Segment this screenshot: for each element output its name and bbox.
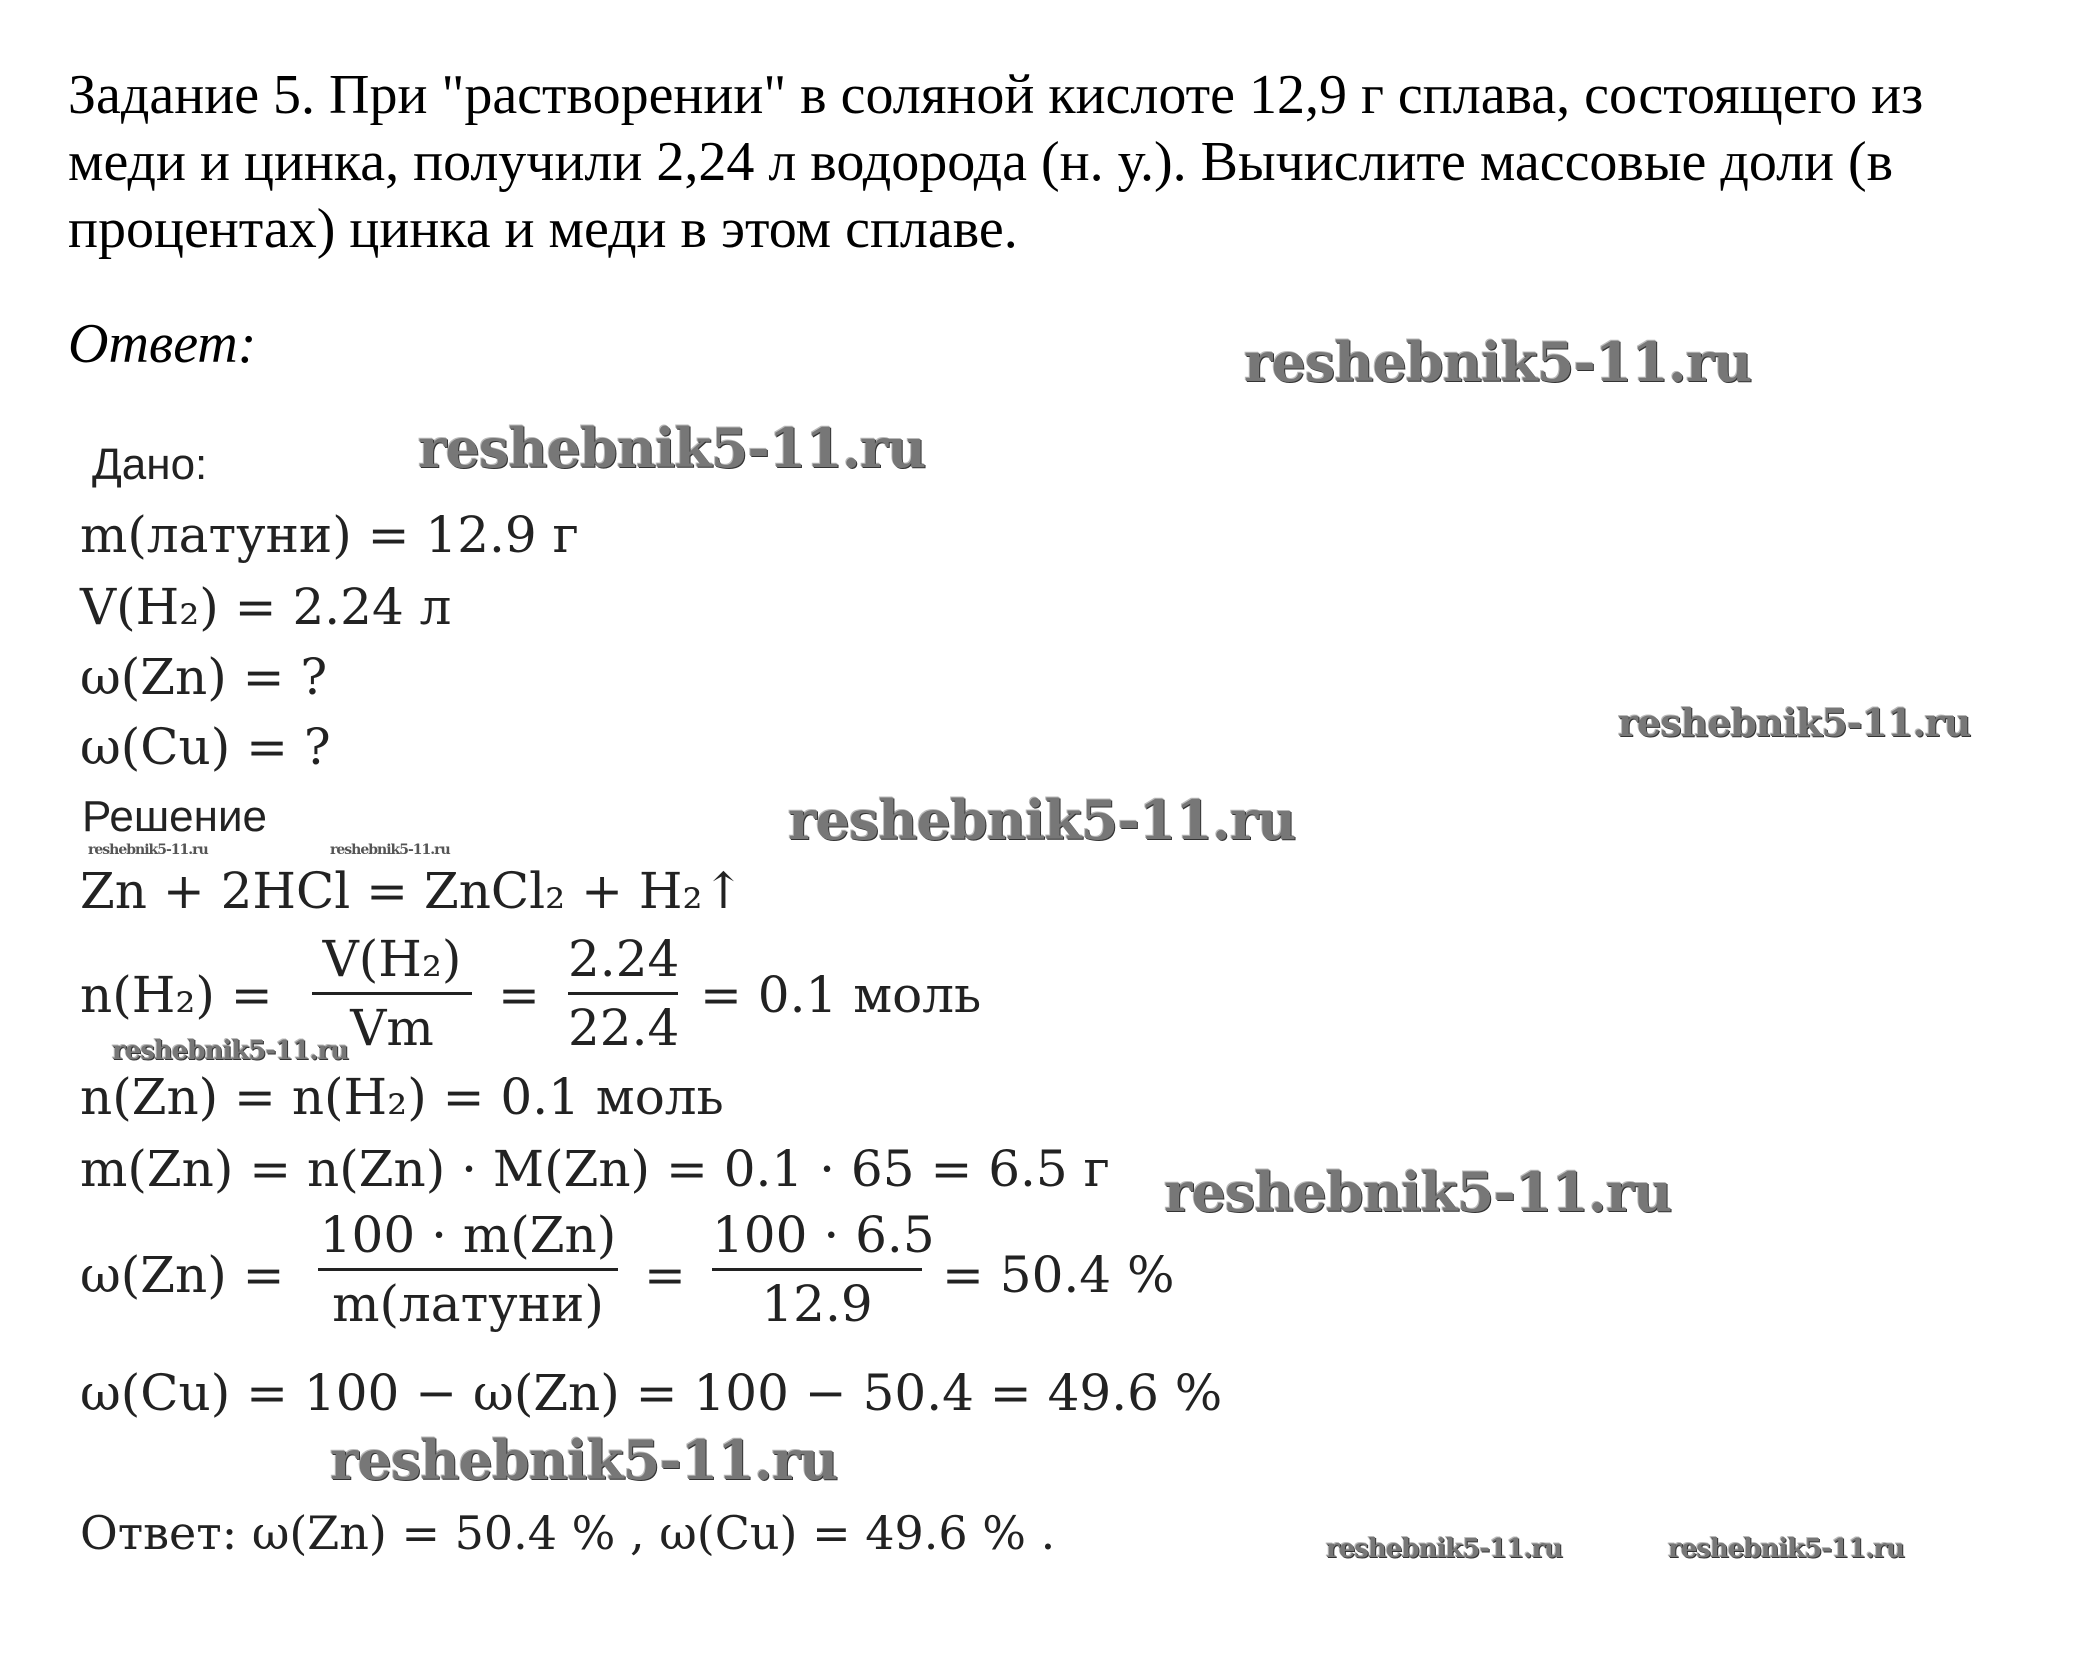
w-zn-numerator-1: 100 · m(Zn) <box>319 1206 617 1264</box>
w-zn-fraction-1 <box>318 1206 618 1333</box>
w-zn-equals: = <box>644 1246 686 1304</box>
solution-label: Решение <box>82 792 268 841</box>
w-cu-line: ω(Cu) = 100 − ω(Zn) = 100 − 50.4 = 49.6 % <box>80 1364 1223 1422</box>
watermark: reshebnik5-11.ru <box>330 1428 838 1492</box>
n-h2-denominator-1: Vm <box>350 999 434 1057</box>
w-zn-numerator-2: 100 · 6.5 <box>712 1206 935 1264</box>
fraction-bar <box>568 992 678 995</box>
given-fraction-zn: ω(Zn) = ? <box>80 648 328 706</box>
watermark: reshebnik5-11.ru <box>1668 1534 1905 1564</box>
watermark: reshebnik5-11.ru <box>330 842 450 858</box>
watermark: reshebnik5-11.ru <box>1164 1160 1672 1224</box>
given-mass-brass: m(латуни) = 12.9 г <box>80 506 579 564</box>
watermark: reshebnik5-11.ru <box>788 788 1296 852</box>
fraction-bar <box>712 1268 922 1271</box>
w-zn-fraction-2 <box>712 1206 935 1333</box>
watermark: reshebnik5-11.ru <box>418 416 926 480</box>
given-label: Дано: <box>92 440 208 489</box>
reaction-equation: Zn + 2HCl = ZnCl₂ + H₂↑ <box>80 862 745 920</box>
watermark: reshebnik5-11.ru <box>88 842 208 858</box>
watermark: reshebnik5-11.ru <box>1244 330 1752 394</box>
n-h2-fraction-2 <box>568 930 678 1057</box>
given-volume-h2: V(H₂) = 2.24 л <box>80 578 452 636</box>
n-h2-lhs: n(H₂) = <box>80 966 273 1024</box>
fraction-bar <box>312 992 472 995</box>
answer-heading: Ответ: <box>68 313 257 375</box>
w-zn-lhs: ω(Zn) = <box>80 1246 285 1304</box>
watermark: reshebnik5-11.ru <box>1326 1534 1563 1564</box>
n-zn-line: n(Zn) = n(H₂) = 0.1 моль <box>80 1068 724 1126</box>
n-h2-denominator-2: 22.4 <box>568 999 680 1057</box>
n-h2-numerator-1: V(H₂) <box>322 930 462 988</box>
n-h2-result: = 0.1 моль <box>700 966 982 1024</box>
w-zn-denominator-2: 12.9 <box>761 1275 873 1333</box>
fraction-bar <box>318 1268 618 1271</box>
task-statement: Задание 5. При "растворении" в соляной кислоте 12,9 г сплава, состоящего из меди и цинка, получили 2,24 л водорода (н. у.). Вычислите массовые доли (в процентах) цинка и меди в этом сплаве. <box>68 64 1924 260</box>
w-zn-denominator-1: m(латуни) <box>332 1275 604 1333</box>
n-h2-equals: = <box>498 966 540 1024</box>
watermark: reshebnik5-11.ru <box>1618 700 1971 745</box>
watermark: reshebnik5-11.ru <box>112 1036 349 1066</box>
n-h2-numerator-2: 2.24 <box>568 930 680 988</box>
m-zn-line: m(Zn) = n(Zn) · M(Zn) = 0.1 · 65 = 6.5 г <box>80 1140 1110 1198</box>
w-zn-result: = 50.4 % <box>942 1246 1175 1304</box>
final-answer: Ответ: ω(Zn) = 50.4 % , ω(Cu) = 49.6 % . <box>80 1506 1056 1560</box>
given-fraction-cu: ω(Cu) = ? <box>80 718 331 776</box>
